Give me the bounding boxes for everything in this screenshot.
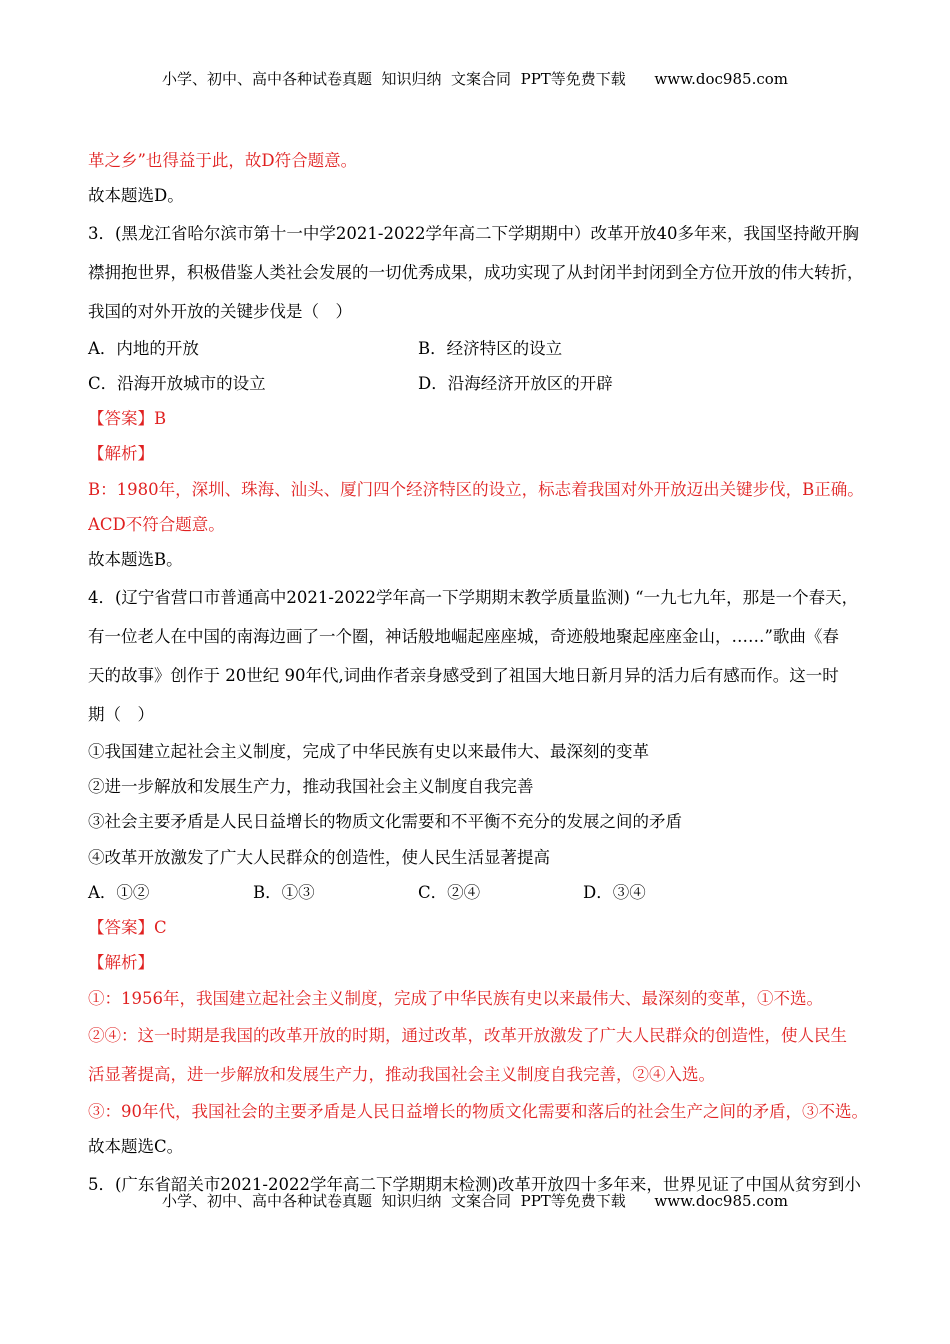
q4-answer: 【答案】C <box>88 918 167 938</box>
q3-stem-line-3: 我国的对外开放的关键步伐是（ ） <box>88 301 352 321</box>
q3-explanation-line-2: ACD不符合题意。 <box>88 515 225 535</box>
q3-option-d: D．沿海经济开放区的开辟 <box>418 373 613 393</box>
q4-stem-line-2: 有一位老人在中国的南海边画了一个圈，神话般地崛起座座城，奇迹般地聚起座座金山，……”歌曲《春 <box>88 626 839 646</box>
q3-option-a: A．内地的开放 <box>88 338 199 358</box>
q4-stem-line-4: 期（ ） <box>88 704 154 724</box>
q3-options-row-2 <box>88 366 878 401</box>
q4-analysis-title: 【解析】 <box>88 953 154 973</box>
q3-answer: 【答案】B <box>88 409 167 429</box>
prev-explanation-line: 革之乡”也得益于此，故D符合题意。 <box>88 151 358 170</box>
q3-option-c: C．沿海开放城市的设立 <box>88 373 266 393</box>
q4-item-1: ①我国建立起社会主义制度，完成了中华民族有史以来最伟大、最深刻的变革 <box>88 741 649 761</box>
q4-item-2: ②进一步解放和发展生产力，推动我国社会主义制度自我完善 <box>88 776 534 796</box>
q3-options-row-1 <box>88 331 878 366</box>
q3-stem-line-2: 襟拥抱世界，积极借鉴人类社会发展的一切优秀成果，成功实现了从封闭半封闭到全方位开放的伟大转折， <box>88 262 864 282</box>
q3-stem-line-1: 3．(黑龙江省哈尔滨市第十一中学2021-2022学年高二下学期期中）改革开放40多年来，我国坚持敞开胸 <box>88 223 859 243</box>
q4-item-4: ④改革开放激发了广大人民群众的创造性，使人民生活显著提高 <box>88 847 550 867</box>
q4-stem-line-3: 天的故事》创作于 20世纪 90年代,词曲作者亲身感受到了祖国大地日新月异的活力后有感而作。这一时 <box>88 665 839 685</box>
q4-explanation-line-1: ①：1956年，我国建立起社会主义制度，完成了中华民族有史以来最伟大、最深刻的变革，①不选。 <box>88 988 823 1008</box>
q4-stem-line-1: 4．(辽宁省营口市普通高中2021-2022学年高一下学期期末教学质量监测) “一九七九年，那是一个春天， <box>88 587 859 607</box>
q4-option-b: B．①③ <box>253 882 315 902</box>
q3-explanation-line-1: B：1980年，深圳、珠海、汕头、厦门四个经济特区的设立，标志着我国对外开放迈出关键步伐，B正确。 <box>88 479 864 499</box>
prev-conclusion: 故本题选D。 <box>88 186 184 206</box>
q4-explanation-line-3: 活显著提高，进一步解放和发展生产力，推动我国社会主义制度自我完善，②④入选。 <box>88 1065 715 1085</box>
q3-analysis-title: 【解析】 <box>88 444 154 464</box>
q4-explanation-line-2: ②④：这一时期是我国的改革开放的时期，通过改革，改革开放激发了广大人民群众的创造性，使人民生 <box>88 1026 847 1046</box>
page-footer: 小学、初中、高中各种试卷真题 知识归纳 文案合同 PPT等免费下载 www.doc985.com <box>161 1192 788 1210</box>
q4-option-d: D．③④ <box>583 882 646 902</box>
page-header: 小学、初中、高中各种试卷真题 知识归纳 文案合同 PPT等免费下载 www.doc985.com <box>161 70 788 88</box>
q5-stem-line-1: 5．(广东省韶关市2021-2022学年高二下学期期末检测)改革开放四十多年来，世界见证了中国从贫穷到小 <box>88 1174 861 1194</box>
q3-conclusion: 故本题选B。 <box>88 550 183 570</box>
q4-item-3: ③社会主要矛盾是人民日益增长的物质文化需要和不平衡不充分的发展之间的矛盾 <box>88 812 682 832</box>
q4-explanation-line-4: ③：90年代，我国社会的主要矛盾是人民日益增长的物质文化需要和落后的社会生产之间的矛盾，③不选。 <box>88 1102 868 1122</box>
q4-option-c: C．②④ <box>418 882 481 902</box>
document-body <box>88 143 878 1204</box>
q4-option-a: A．①② <box>88 882 150 902</box>
q4-conclusion: 故本题选C。 <box>88 1137 184 1157</box>
q3-option-b: B．经济特区的设立 <box>418 338 563 358</box>
q4-options-row <box>88 875 878 910</box>
